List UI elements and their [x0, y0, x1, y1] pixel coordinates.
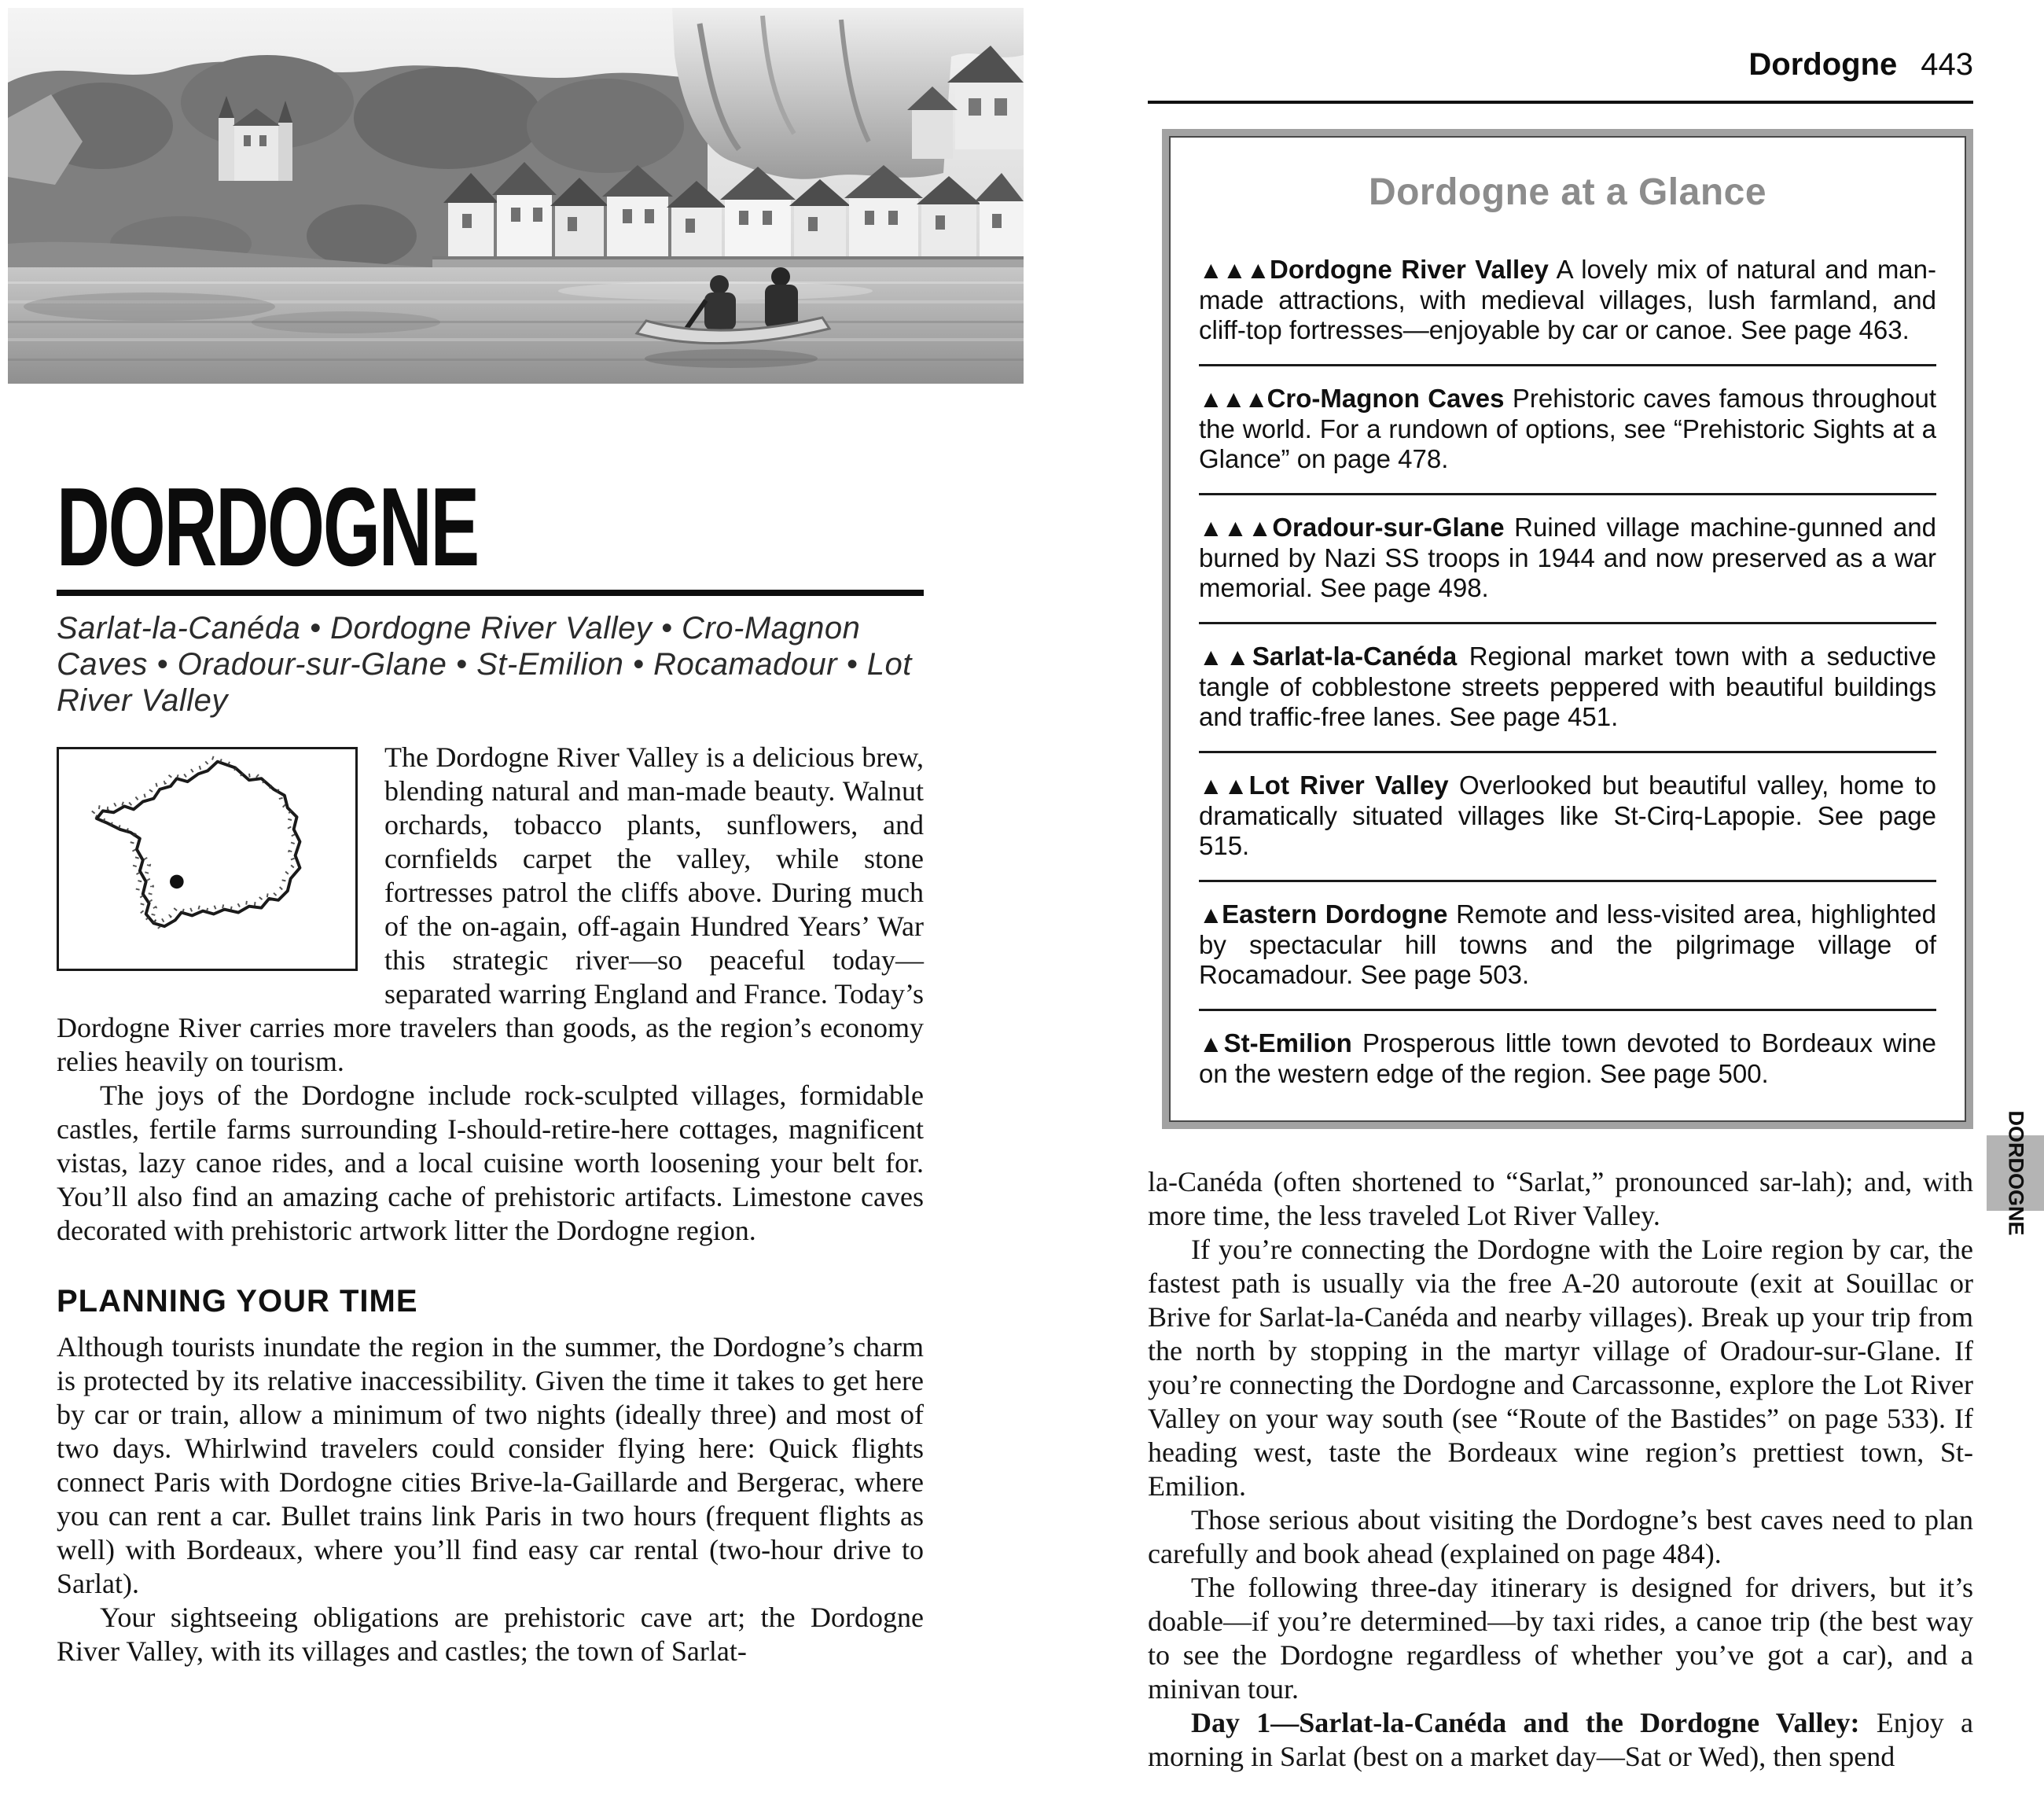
page-number: 443 [1921, 47, 1973, 82]
chapter-side-tab [1987, 1110, 2044, 1236]
left-column [57, 465, 924, 1668]
entry-name: Cro-Magnon Caves [1266, 384, 1505, 413]
entry-name: Oradour-sur-Glane [1272, 513, 1505, 542]
side-tab-label: DORDOGNE [2004, 1110, 2027, 1236]
dordogne-river-photo [8, 8, 1024, 384]
entry-description: Overlooked but beautiful valley, home to dramatically situated villages like St-Cirq-Lapopie. See page 515. [1199, 771, 1936, 860]
entry-description: Remote and less-visited area, highlighted by spectacular hill towns and the pilgrimage village of Rocamadour. See page 503. [1199, 899, 1936, 989]
rating-triangles: ▲▲ [1199, 772, 1249, 800]
paragraph [1148, 1706, 1973, 1774]
glance-entry [1199, 624, 1936, 753]
france-locator-map [57, 747, 358, 971]
paragraph: Your sightseeing obligations are prehistoric cave art; the Dordogne River Valley, with its villages and castles; the town of Sarlat- [57, 1602, 924, 1667]
france-map-icon [59, 749, 355, 969]
rating-triangles: ▲ [1199, 901, 1222, 929]
paragraph: Although tourists inundate the region in the summer, the Dordogne’s charm is protected by its relative inaccessibility. Given the time it takes to get here by car or train, allow a minimum of two nights (ideally three) and most of two days. Whirlwind travelers could consider flying here: Quick flights connect Paris with Dordogne cities Brive-la-Gaillarde and Bergerac, where you can rent a car. Bullet trains link Paris in two hours (frequent flights as well) with Bordeaux, where you’ll find easy car rental (two-hour drive to Sarlat). [57, 1331, 924, 1599]
entry-description: A lovely mix of natural and man-made attractions, with medieval villages, lush farmland, and cliff-top fortresses—enjoyable by car or canoe. See page 463. [1199, 255, 1936, 344]
glance-entry [1199, 366, 1936, 495]
glance-entry [1199, 495, 1936, 624]
rating-triangles: ▲▲▲ [1199, 514, 1273, 542]
paragraph: The joys of the Dordogne include rock-sculpted villages, formidable castles, fertile farms surrounding I-should-retire-here cottages, magnificent vistas, lazy canoe rides, and a local cuisine worth loosening your belt for. You’ll also find an amazing cache of prehistoric artifacts. Limestone caves decorated with prehistoric artwork litter the Dordogne region. [57, 1080, 924, 1246]
glance-entry [1199, 882, 1936, 1011]
dordogne-location-dot [170, 875, 184, 889]
paragraph: The following three-day itinerary is designed for drivers, but it’s doable—if you’re determined—by taxi rides, a canoe trip (the best way to see the Dordogne regardless of whether you’ve got a car), and a minivan tour. [1148, 1572, 1973, 1705]
entry-name: Lot River Valley [1248, 771, 1449, 800]
entry-description: Regional market town with a seductive tangle of cobblestone streets peppered with beautiful buildings and traffic-free lanes. See page 451. [1199, 642, 1936, 731]
rating-triangles: ▲▲▲ [1199, 256, 1270, 284]
entry-description: Ruined village machine-gunned and burned by Nazi SS troops in 1944 and now preserved as a war memorial. See page 498. [1199, 513, 1937, 602]
rating-triangles: ▲▲ [1199, 643, 1252, 671]
entry-description: Prehistoric caves famous throughout the world. For a rundown of options, see “Prehistoric Sights at a Glance” on page 478. [1199, 384, 1936, 473]
page-header [1148, 46, 1973, 83]
entry-description: Prosperous little town devoted to Bordeaux wine on the western edge of the region. See page 500. [1199, 1028, 1936, 1088]
paragraph: Those serious about visiting the Dordogne’s best caves need to plan carefully and book ahead (explained on page 484). [1148, 1504, 1973, 1569]
dordogne-at-a-glance-box [1162, 129, 1973, 1129]
rating-triangles: ▲▲▲ [1199, 385, 1267, 413]
day1-lead-in: Day 1—Sarlat-la-Canéda and the Dordogne Valley: [1191, 1707, 1860, 1738]
rating-triangles: ▲ [1199, 1030, 1224, 1057]
glance-entry [1199, 1011, 1936, 1097]
glance-entry [1199, 753, 1936, 882]
river-village-scene-illustration [8, 8, 1024, 384]
paragraph: la-Canéda (often shortened to “Sarlat,” pronounced sar-lah); and, with more time, the less traveled Lot River Valley. [1148, 1166, 1973, 1231]
right-column [1148, 46, 1973, 1774]
entry-name: Eastern Dordogne [1222, 899, 1448, 929]
chapter-title: DORDOGNE [57, 465, 479, 590]
chapter-subtitle: Sarlat-la-Canéda • Dordogne River Valley • Cro-Magnon Caves • Oradour-sur-Glane • St-Emilion • Rocamadour • Lot River Valley [57, 611, 912, 718]
title-rule [57, 590, 924, 596]
planning-section [57, 1330, 924, 1668]
entry-name: St-Emilion [1223, 1028, 1352, 1057]
entry-name: Sarlat-la-Canéda [1252, 642, 1458, 671]
paragraph: The Dordogne River Valley is a delicious brew, blending natural and man-made beauty. Walnut orchards, tobacco plants, sunflowers, and cornfields carpet the valley, while stone fortresses patrol the cliffs above. During much of the on-again, off-again Hundred Years’ War this strategic river—so peaceful today—separated warring England and France. Today’s Dordogne River carries more travelers than goods, as the region’s economy relies heavily on tourism. [57, 741, 924, 1077]
paragraph: If you’re connecting the Dordogne with the Loire region by car, the fastest path is usually via the free A-20 autoroute (exit at Souillac or Brive for Sarlat-la-Canéda and nearby villages). Break up your trip from the north by stopping in the martyr village of Oradour-sur-Glane. If you’re connecting the Dordogne and Carcassonne, explore the Lot River Valley on your way south (see “Route of the Bastides” on page 533). If heading west, taste the Bordeaux wine region’s prettiest town, St-Emilion. [1148, 1234, 1973, 1502]
entry-name: Dordogne River Valley [1269, 255, 1549, 284]
running-head: Dordogne [1748, 47, 1898, 82]
glance-box-title: Dordogne at a Glance [1368, 171, 1767, 213]
glance-entry [1199, 237, 1936, 366]
planning-your-time-heading: PLANNING YOUR TIME [57, 1284, 418, 1319]
right-body-text [1148, 1165, 1973, 1774]
intro-section [57, 741, 924, 1248]
day1-text: Enjoy a morning in Sarlat (best on a market day—Sat or Wed), then spend [1148, 1707, 1973, 1772]
header-rule [1148, 101, 1973, 104]
